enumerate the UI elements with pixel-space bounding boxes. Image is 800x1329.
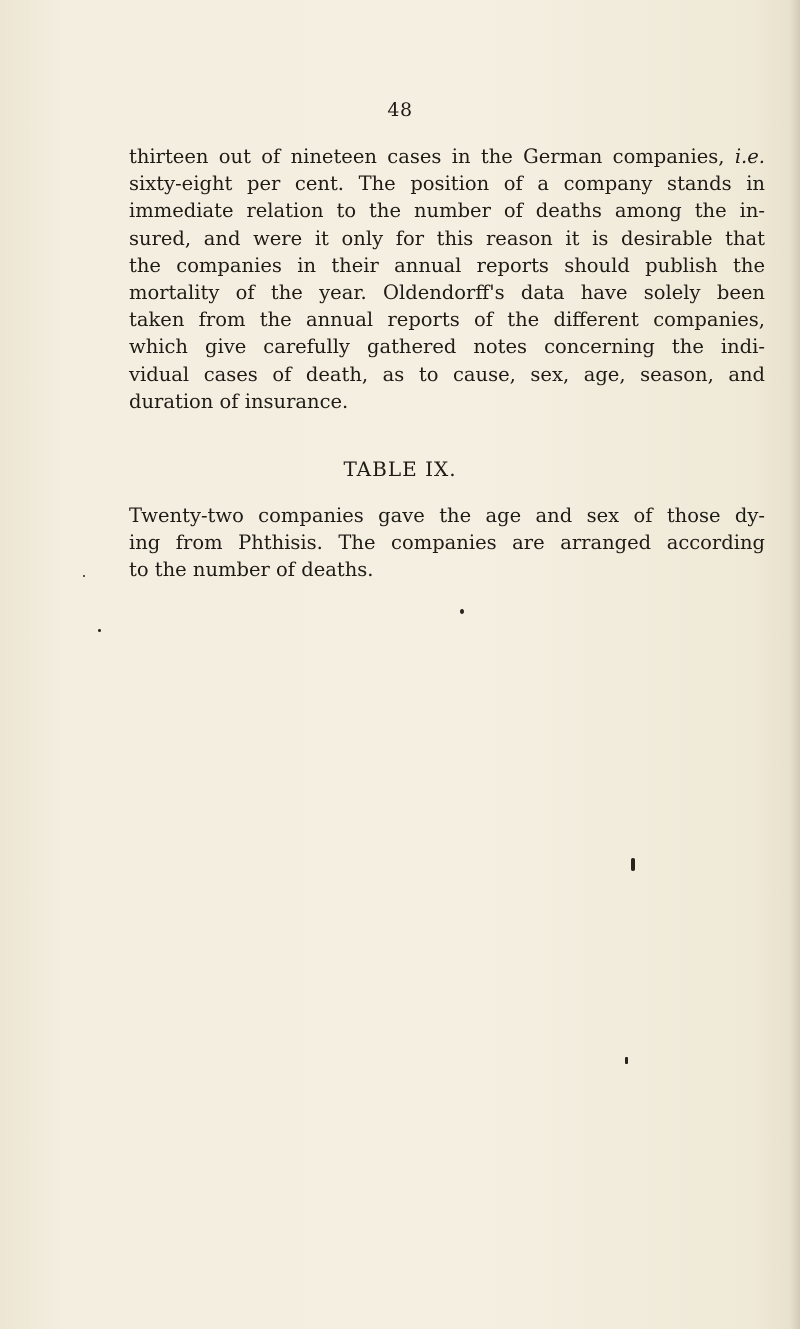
text-line: to the number of deaths.	[129, 558, 374, 582]
text-line: sured, and were it only for this reason it is desirable that	[129, 226, 765, 250]
table-heading: TABLE IX.	[343, 457, 457, 481]
text-line: vidual cases of death, as to cause, sex, age, season, and	[129, 362, 765, 386]
scan-speck	[625, 1057, 628, 1064]
text-line: Twenty-two companies gave the age and sex of those dy-	[129, 504, 765, 527]
text-line: duration of insurance.	[129, 389, 349, 413]
page-edge-shadow	[790, 0, 800, 1329]
scan-speck	[83, 575, 85, 577]
text-line: sixty-eight per cent. The position of a company stands in	[129, 172, 765, 196]
paragraph-table-intro	[129, 502, 765, 584]
scan-speck	[460, 609, 464, 614]
text-line: immediate relation to the number of deaths among the in-	[129, 199, 765, 223]
text-line: thirteen out of nineteen cases in the German companies, i.e.	[129, 145, 765, 168]
text-line: mortality of the year. Oldendorff's data have solely been	[129, 281, 765, 305]
scan-speck	[98, 629, 101, 632]
text-line: taken from the annual reports of the different companies,	[129, 308, 765, 332]
text-line: the companies in their annual reports should publish the	[129, 253, 765, 277]
page-number: 48	[387, 99, 413, 121]
paragraph-body	[129, 143, 765, 415]
text-line: which give carefully gathered notes concerning the indi-	[129, 335, 765, 359]
scan-speck	[631, 858, 635, 871]
text-line: ing from Phthisis. The companies are arranged according	[129, 531, 765, 555]
